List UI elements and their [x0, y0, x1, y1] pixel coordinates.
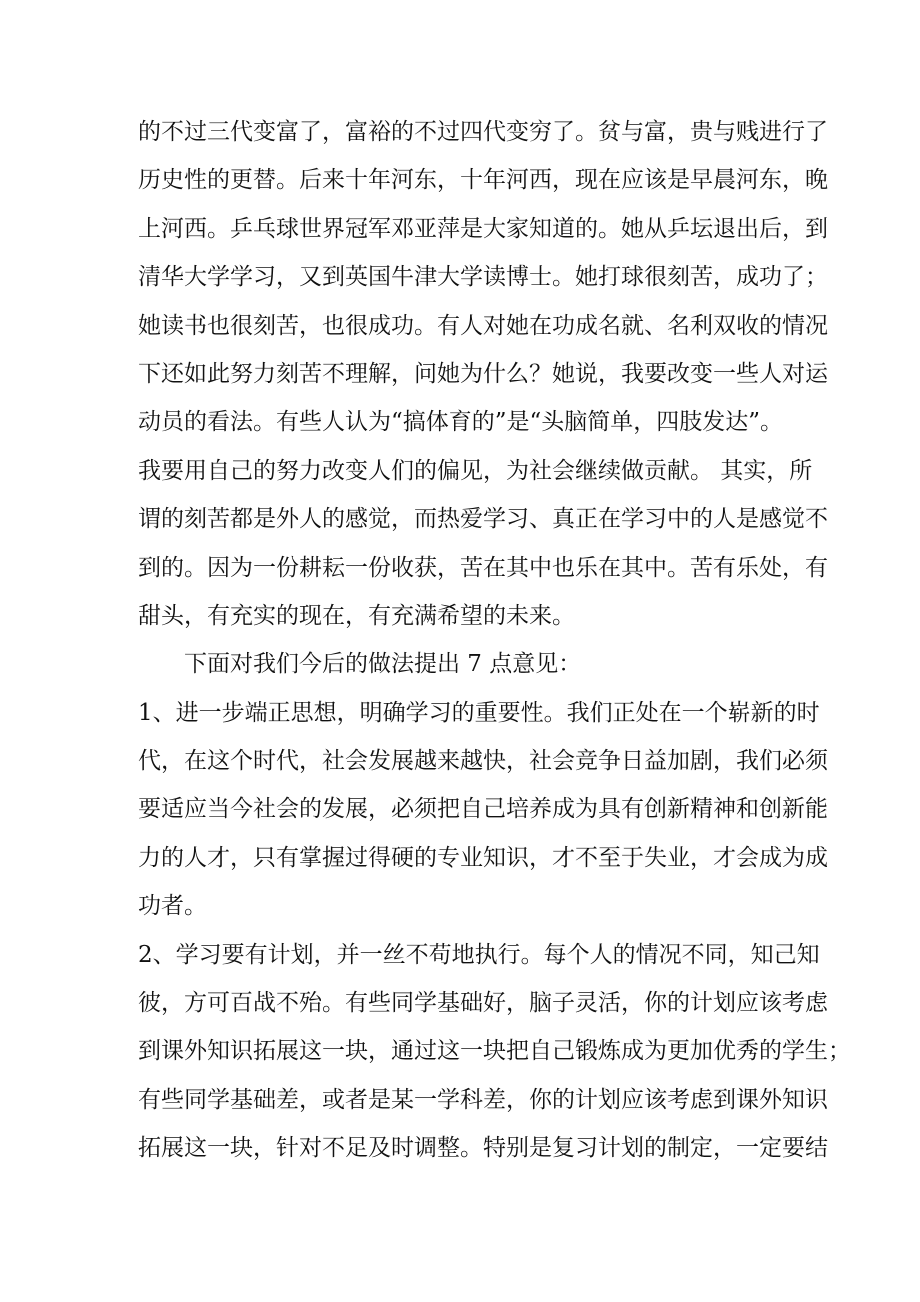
text-line: 历史性的更替。后来十年河东，十年河西，现在应该是早晨河东，晚 — [138, 167, 828, 194]
text-line: 我要用自己的努力改变人们的偏见，为社会继续做贡献。 其实，所 — [138, 457, 813, 484]
text-line: 谓的刻苦都是外人的感觉，而热爱学习、真正在学习中的人是感觉不 — [138, 506, 828, 533]
text-line: 下还如此努力刻苦不理解，问她为什么？她说，我要改变一些人对运 — [138, 360, 828, 387]
text-line: 甜头，有充实的现在，有充满希望的未来。 — [138, 602, 575, 629]
text-line: 清华大学学习，又到英国牛津大学读博士。她打球很刻苦，成功了； — [138, 264, 828, 291]
text-line: 的不过三代变富了，富裕的不过四代变穷了。贫与富，贵与贱进行了 — [138, 119, 828, 145]
text-line: 功者。 — [138, 893, 207, 920]
document-body — [138, 108, 851, 1173]
text-line: 上河西。乒乓球世界冠军邓亚萍是大家知道的。她从乒坛退出后，到 — [138, 215, 828, 242]
text-line: 她读书也很刻苦，也很成功。有人对她在功成名就、名利双收的情况 — [138, 312, 828, 339]
text-line: 到课外知识拓展这一块，通过这一块把自己锻炼成为更加优秀的学生； — [138, 1038, 851, 1065]
text-line: 拓展这一块，针对不足及时调整。特别是复习计划的制定，一定要结 — [138, 1135, 828, 1162]
text-line: 要适应当今社会的发展，必须把自己培养成为具有创新精神和创新能 — [138, 796, 828, 823]
list-item-2-line: 2、学习要有计划，并一丝不苟地执行。每个人的情况不同，知己知 — [138, 941, 820, 968]
text-line: 到的。因为一份耕耘一份收获，苦在其中也乐在其中。苦有乐处，有 — [138, 554, 828, 581]
text-line: 有些同学基础差，或者是某一学科差，你的计划应该考虑到课外知识 — [138, 1086, 828, 1113]
text-line: 彼，方可百战不殆。有些同学基础好，脑子灵活，你的计划应该考虑 — [138, 990, 828, 1017]
text-line: 力的人才，只有掌握过得硬的专业知识，才不至于失业，才会成为成 — [138, 844, 828, 871]
text-line: 代，在这个时代，社会发展越来越快，社会竞争日益加剧，我们必须 — [138, 748, 828, 775]
list-item-1-line: 1、进一步端正思想，明确学习的重要性。我们正处在一个崭新的时 — [138, 699, 820, 726]
section-intro-line: 下面对我们今后的做法提出 7 点意见： — [184, 651, 582, 678]
text-line: 动员的看法。有些人认为“搞体育的”是“头脑简单，四肢发达”。 — [138, 409, 784, 436]
